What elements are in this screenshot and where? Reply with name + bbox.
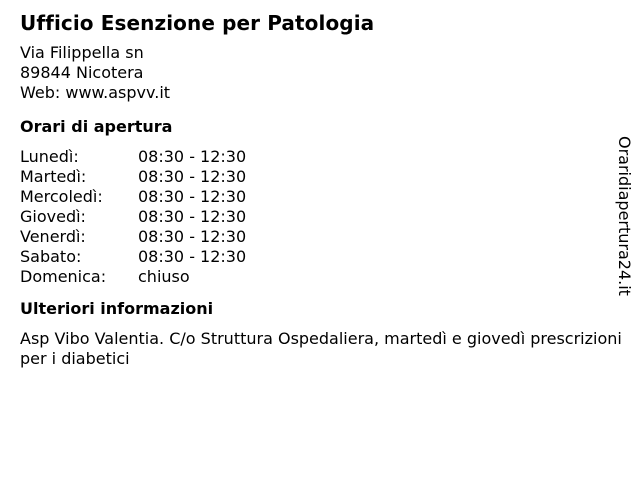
hours-time: 08:30 - 12:30 (138, 227, 247, 246)
hours-day: Domenica: (20, 267, 107, 286)
hours-row (20, 147, 610, 167)
hours-time: 08:30 - 12:30 (138, 187, 247, 206)
address-street: Via Filippella sn (20, 43, 144, 62)
hours-day: Giovedì: (20, 207, 86, 226)
side-brand-watermark: Oraridiapertura24.it (615, 136, 634, 296)
page-title: Ufficio Esenzione per Patologia (20, 11, 375, 35)
address-city: 89844 Nicotera (20, 63, 144, 82)
hours-day: Mercoledì: (20, 187, 103, 206)
more-info-heading: Ulteriori informazioni (20, 299, 214, 318)
hours-time: chiuso (138, 267, 190, 286)
hours-time: 08:30 - 12:30 (138, 147, 247, 166)
hours-row (20, 267, 610, 287)
hours-day: Martedì: (20, 167, 87, 186)
hours-row (20, 247, 610, 267)
business-info (20, 10, 622, 369)
hours-time: 08:30 - 12:30 (138, 247, 247, 266)
hours-row (20, 167, 610, 187)
hours-day: Sabato: (20, 247, 82, 266)
hours-row (20, 187, 610, 207)
address-block (20, 43, 610, 103)
hours-heading: Orari di apertura (20, 117, 173, 136)
address-web: Web: www.aspvv.it (20, 83, 171, 102)
hours-time: 08:30 - 12:30 (138, 207, 247, 226)
hours-table (20, 147, 610, 287)
hours-day: Venerdì: (20, 227, 86, 246)
hours-row (20, 227, 610, 247)
hours-time: 08:30 - 12:30 (138, 167, 247, 186)
more-info-text: Asp Vibo Valentia. C/o Struttura Ospedaliera, martedì e giovedì prescrizioni per i diabetici (20, 329, 622, 368)
hours-day: Lunedì: (20, 147, 79, 166)
hours-row (20, 207, 610, 227)
